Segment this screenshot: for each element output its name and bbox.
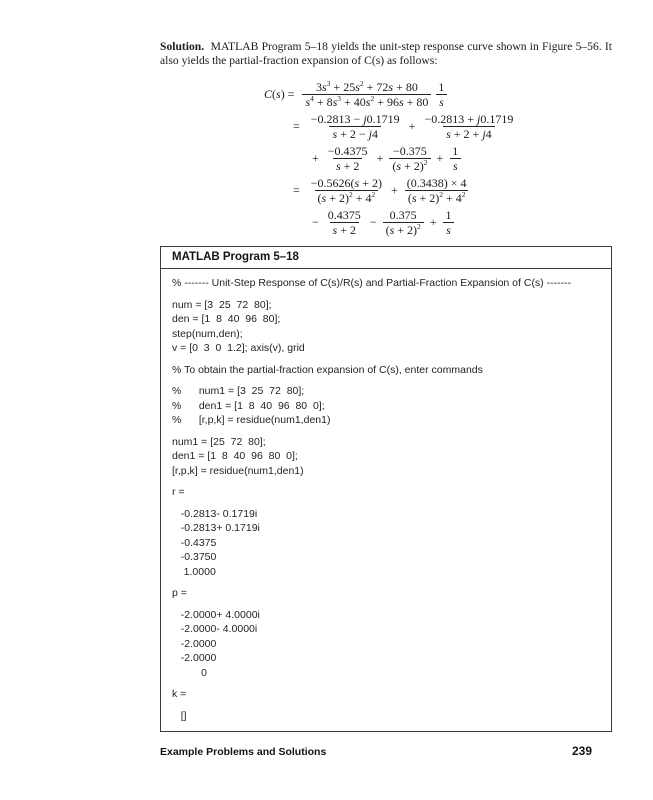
equation-row xyxy=(293,112,612,140)
matlab-program-box xyxy=(160,246,612,732)
math-operator: + xyxy=(312,150,319,165)
program-line: k = xyxy=(172,688,187,700)
program-line: 0 xyxy=(172,666,208,679)
program-line: den1 = [1 8 40 96 80 0]; xyxy=(172,450,298,462)
program-group xyxy=(172,608,600,681)
solution-paragraph xyxy=(160,40,612,68)
program-line: p = xyxy=(172,587,187,599)
fraction: $\frac{-0.5626(s + 2)}{(s + 2)^2 + 4^2}$ xyxy=(310,175,382,205)
fraction: $\frac{-0.2813 - j0.1719}{s + 2 - j4}$ xyxy=(310,111,400,141)
program-group xyxy=(172,507,600,580)
program-line: step(num,den); xyxy=(172,327,243,340)
program-group xyxy=(172,276,600,291)
fraction: $\frac{-0.4375}{s + 2}$ xyxy=(327,143,368,173)
program-line: 1.0000 xyxy=(172,565,216,578)
program-line: [r,p,k] = residue(num1,den1) xyxy=(172,464,304,477)
equation-row xyxy=(293,176,612,204)
program-line: % [r,p,k] = residue(num1,den1) xyxy=(172,414,331,426)
math-text: = xyxy=(293,118,303,133)
math-operator: + xyxy=(436,150,444,165)
math-text: = xyxy=(293,182,303,197)
equation-row xyxy=(308,144,612,172)
math-operator: + xyxy=(429,214,437,229)
math-operator: − xyxy=(369,214,377,229)
page-content xyxy=(160,40,612,732)
program-group xyxy=(172,709,600,724)
fraction: $\frac{(0.3438) \times 4}{(s + 2)^2 + 4^2}$ xyxy=(406,175,467,205)
math-operator: + xyxy=(390,182,398,197)
program-line: r = xyxy=(172,486,185,498)
fraction: $\frac{1}{s}$ xyxy=(435,81,447,108)
math-operator: − xyxy=(312,214,319,229)
program-line: % To obtain the partial-fraction expansion of C(s), enter commands xyxy=(172,363,483,376)
program-line: -2.0000+ 4.0000i xyxy=(172,608,260,621)
program-title: MATLAB Program 5–18 xyxy=(161,247,611,269)
fraction: $\frac{0.4375}{s + 2}$ xyxy=(327,207,361,237)
math-operator: + xyxy=(408,118,416,133)
fraction: $\frac{-0.2813 + j0.1719}{s + 2 + j4}$ xyxy=(424,111,514,141)
program-line: -2.0000- 4.0000i xyxy=(172,623,258,635)
equation-block xyxy=(160,80,612,236)
program-line: den = [1 8 40 96 80]; xyxy=(172,313,281,325)
fraction: $\frac{1}{s}$ xyxy=(443,209,455,236)
program-group xyxy=(172,435,600,479)
fraction: $\frac{3s^3 + 25s^2 + 72s + 80}{s^4 + 8s^3 + 40s^2 + 96s + 80}$ xyxy=(302,81,431,108)
program-line: -2.0000 xyxy=(172,652,217,664)
program-line: % ------- Unit-Step Response of C(s)/R(s) and Partial-Fraction Expansion of C(s) ------- xyxy=(172,277,572,289)
program-line: v = [0 3 0 1.2]; axis(v), grid xyxy=(172,342,305,354)
program-group xyxy=(172,485,600,500)
program-line: num1 = [25 72 80]; xyxy=(172,435,266,448)
equation-row xyxy=(308,208,612,236)
program-line: num = [3 25 72 80]; xyxy=(172,298,272,311)
program-line: -2.0000 xyxy=(172,637,217,650)
program-group xyxy=(172,687,600,702)
math-text: C(s) = xyxy=(264,86,298,101)
equation-row xyxy=(264,80,612,108)
program-line: [] xyxy=(172,709,187,722)
program-line: -0.4375 xyxy=(172,536,217,549)
program-line: -0.2813+ 0.1719i xyxy=(172,522,260,534)
fraction: $\frac{1}{s}$ xyxy=(449,145,461,172)
solution-line-1 xyxy=(160,40,612,54)
fraction: $\frac{0.375}{(s + 2)^2}$ xyxy=(383,209,424,236)
page-number: 239 xyxy=(571,744,592,758)
program-line: -0.3750 xyxy=(172,551,217,563)
program-group xyxy=(172,363,600,378)
fraction: $\frac{-0.375}{(s + 2)^2}$ xyxy=(389,145,430,172)
program-group xyxy=(172,586,600,601)
program-listing xyxy=(161,269,611,731)
solution-text-1: MATLAB Program 5–18 yields the unit-step response curve shown in Figure 5–56. It xyxy=(210,40,612,53)
program-group xyxy=(172,298,600,356)
program-line: -0.2813- 0.1719i xyxy=(172,507,258,520)
solution-label: Solution. xyxy=(160,40,205,53)
solution-line-2: also yields the partial-fraction expansion of C(s) as follows: xyxy=(160,54,438,67)
program-line: % den1 = [1 8 40 96 80 0]; xyxy=(172,399,325,412)
program-group xyxy=(172,384,600,428)
page-footer xyxy=(160,744,592,758)
math-operator: + xyxy=(376,150,384,165)
footer-section-title: Example Problems and Solutions xyxy=(160,746,327,758)
program-line: % num1 = [3 25 72 80]; xyxy=(172,385,305,397)
